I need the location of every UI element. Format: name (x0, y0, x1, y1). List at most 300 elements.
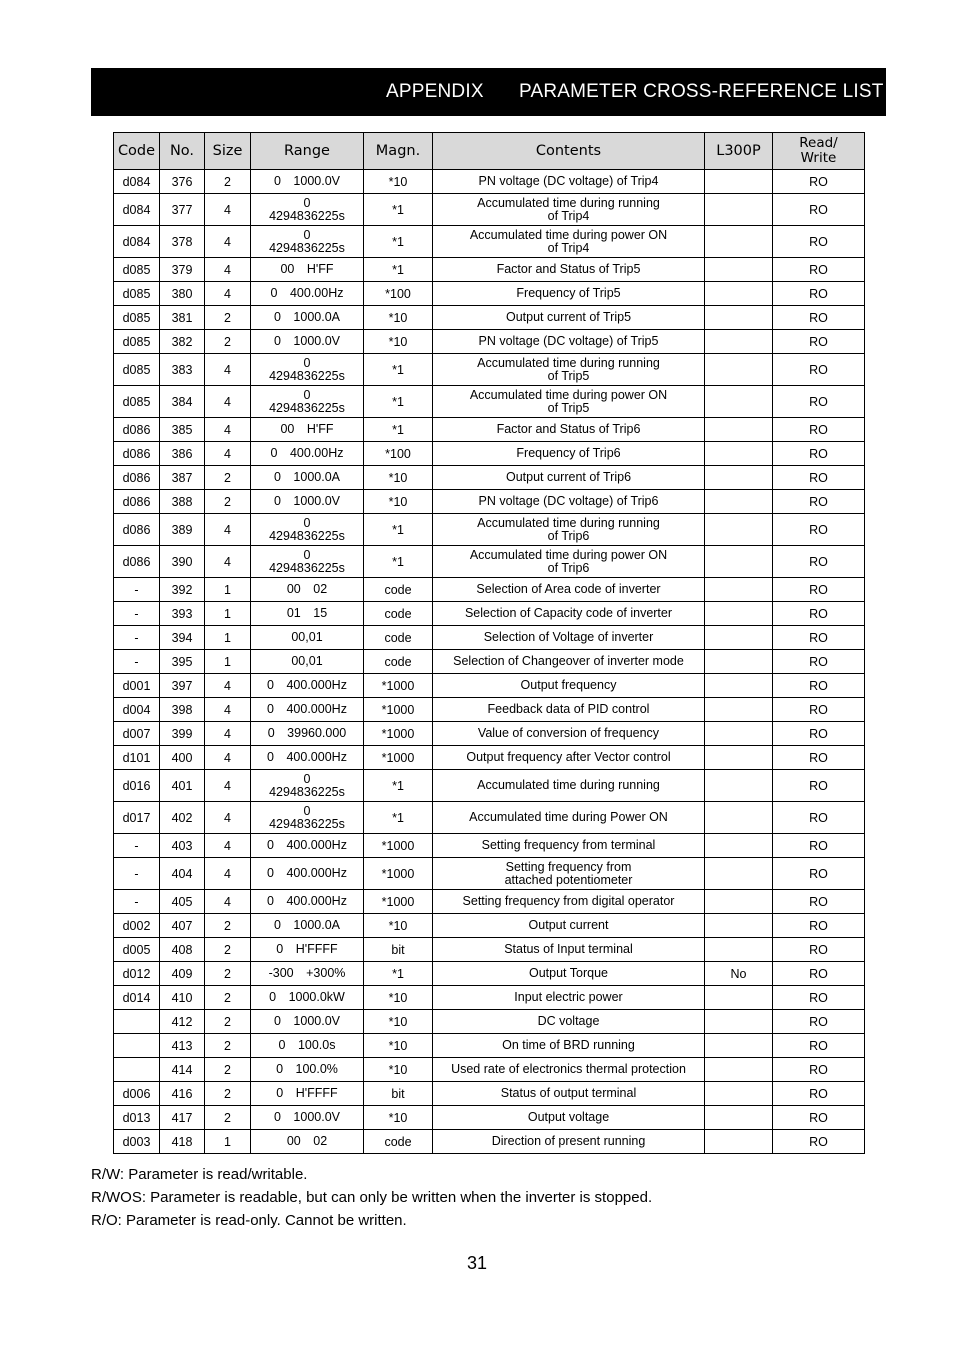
cell-l300p (705, 578, 773, 602)
cell-magn: *10 (364, 330, 433, 354)
cell-contents (433, 650, 705, 674)
table-row (114, 1106, 865, 1130)
cell-size: 2 (205, 986, 251, 1010)
cell-code: d014 (114, 986, 160, 1010)
cell-contents (433, 770, 705, 802)
col-header-code: Code (114, 133, 160, 170)
table-row (114, 442, 865, 466)
cell-range-line: 00,01 (291, 654, 323, 668)
cell-contents-line: PN voltage (DC voltage) of Trip5 (478, 334, 659, 348)
cell-code: d085 (114, 330, 160, 354)
cell-contents (433, 962, 705, 986)
cell-magn: *10 (364, 986, 433, 1010)
page-number: 31 (466, 1253, 488, 1273)
cell-magn: *1 (364, 386, 433, 418)
cell-size: 4 (205, 858, 251, 890)
cell-contents-line: Frequency of Trip6 (516, 446, 621, 460)
cell-size: 4 (205, 746, 251, 770)
cell-size: 4 (205, 514, 251, 546)
cell-range-line: 0 (303, 387, 311, 402)
cell-l300p (705, 986, 773, 1010)
cell-l300p (705, 914, 773, 938)
cell-range (251, 194, 364, 226)
cell-code: d085 (114, 306, 160, 330)
cell-range (251, 962, 364, 986)
cell-range (251, 626, 364, 650)
cell-contents-line: Output frequency after Vector control (466, 750, 671, 764)
cell-no: 386 (160, 442, 205, 466)
cell-contents (433, 858, 705, 890)
cell-read-write: RO (773, 354, 865, 386)
cell-range (251, 514, 364, 546)
page-header (91, 68, 886, 116)
cell-read-write: RO (773, 1130, 865, 1154)
cell-size: 2 (205, 170, 251, 194)
cell-code: d086 (114, 546, 160, 578)
cell-range-line: 0 (303, 515, 311, 530)
header-title: PARAMETER CROSS-REFERENCE LIST (519, 81, 884, 102)
cell-l300p (705, 490, 773, 514)
cell-l300p (705, 674, 773, 698)
table-row (114, 674, 865, 698)
table-row (114, 626, 865, 650)
cell-no: 384 (160, 386, 205, 418)
cell-contents (433, 602, 705, 626)
cell-code: - (114, 834, 160, 858)
cell-code: d085 (114, 354, 160, 386)
cell-range (251, 722, 364, 746)
table-row (114, 914, 865, 938)
cell-magn: *1 (364, 194, 433, 226)
cell-l300p (705, 442, 773, 466)
cell-l300p (705, 466, 773, 490)
cell-range-line: 4294836225s (269, 784, 345, 799)
cell-range-line: 0 1000.0V (273, 174, 341, 188)
cell-read-write: RO (773, 258, 865, 282)
table-row (114, 650, 865, 674)
cell-read-write: RO (773, 802, 865, 834)
cell-contents-line: Factor and Status of Trip5 (496, 262, 641, 276)
cell-range (251, 354, 364, 386)
cell-range (251, 330, 364, 354)
cell-size: 2 (205, 1058, 251, 1082)
cell-code: d005 (114, 938, 160, 962)
cell-range-line: 0 400.000Hz (267, 750, 347, 764)
cell-contents-line: Accumulated time during Power ON (469, 810, 668, 824)
cell-range-line: 0 400.00Hz (270, 446, 344, 460)
parameter-table (113, 132, 865, 1154)
cell-range-line: 0 100.0s (278, 1038, 336, 1052)
cell-read-write: RO (773, 170, 865, 194)
table-row (114, 418, 865, 442)
cell-contents-line: Selection of Voltage of inverter (483, 630, 654, 644)
cell-size: 4 (205, 674, 251, 698)
cell-contents-line: Output frequency (520, 678, 617, 692)
cell-size: 4 (205, 282, 251, 306)
cell-l300p (705, 770, 773, 802)
cell-code: d101 (114, 746, 160, 770)
cell-contents (433, 578, 705, 602)
cell-contents (433, 698, 705, 722)
cell-no: 410 (160, 986, 205, 1010)
cell-l300p (705, 626, 773, 650)
cell-range-line: 4294836225s (269, 560, 345, 575)
table-row (114, 194, 865, 226)
cell-contents (433, 1010, 705, 1034)
cell-range-line: 0 (303, 803, 311, 818)
cell-code: - (114, 602, 160, 626)
cell-size: 4 (205, 770, 251, 802)
cell-contents (433, 258, 705, 282)
cell-magn: *1 (364, 258, 433, 282)
cell-no: 405 (160, 890, 205, 914)
cell-range-line: 00 H'FF (280, 262, 334, 276)
table-row (114, 490, 865, 514)
cell-magn: *1 (364, 354, 433, 386)
cell-code: d085 (114, 282, 160, 306)
table-row (114, 386, 865, 418)
cell-contents-line: Accumulated time during running (477, 515, 660, 530)
cell-range (251, 1130, 364, 1154)
cell-no: 401 (160, 770, 205, 802)
cell-l300p (705, 1106, 773, 1130)
table-row (114, 306, 865, 330)
cell-code: d086 (114, 490, 160, 514)
cell-size: 2 (205, 306, 251, 330)
table-row (114, 1058, 865, 1082)
cell-read-write: RO (773, 466, 865, 490)
cell-l300p (705, 802, 773, 834)
table-row (114, 986, 865, 1010)
cell-range (251, 1058, 364, 1082)
cell-contents-line: of Trip5 (547, 400, 590, 415)
cell-code (114, 1010, 160, 1034)
cell-l300p (705, 226, 773, 258)
cell-no: 379 (160, 258, 205, 282)
cell-contents-line: Status of Input terminal (504, 942, 633, 956)
cell-contents-line: Feedback data of PID control (487, 702, 650, 716)
cell-contents-line: Selection of Changeover of inverter mode (453, 654, 684, 668)
cell-code: d085 (114, 258, 160, 282)
cell-range-line: 00,01 (291, 630, 323, 644)
table-row (114, 1034, 865, 1058)
cell-code: d013 (114, 1106, 160, 1130)
cell-contents (433, 1130, 705, 1154)
cell-no: 413 (160, 1034, 205, 1058)
cell-magn: *1000 (364, 858, 433, 890)
table-row (114, 746, 865, 770)
table-row (114, 770, 865, 802)
cell-range (251, 770, 364, 802)
cell-contents-line: Used rate of electronics thermal protection (451, 1062, 686, 1076)
cell-code: - (114, 650, 160, 674)
cell-range (251, 698, 364, 722)
cell-magn: *10 (364, 1034, 433, 1058)
cell-contents-line: Selection of Capacity code of inverter (464, 606, 673, 620)
table-row (114, 226, 865, 258)
cell-contents (433, 802, 705, 834)
cell-read-write: RO (773, 722, 865, 746)
cell-l300p (705, 170, 773, 194)
cell-magn: *100 (364, 442, 433, 466)
cell-contents (433, 194, 705, 226)
cell-code: - (114, 890, 160, 914)
cell-read-write: RO (773, 746, 865, 770)
cell-contents (433, 986, 705, 1010)
cell-range-line: 0 (303, 547, 311, 562)
cell-read-write: RO (773, 442, 865, 466)
cell-size: 2 (205, 1034, 251, 1058)
cell-contents-line: Accumulated time during power ON (469, 227, 668, 242)
cell-code: d084 (114, 226, 160, 258)
cell-code: d085 (114, 386, 160, 418)
cell-read-write: RO (773, 194, 865, 226)
cell-contents (433, 914, 705, 938)
cell-magn: bit (364, 1082, 433, 1106)
cell-read-write: RO (773, 514, 865, 546)
cell-contents-line: Value of conversion of frequency (477, 726, 660, 740)
cell-contents-line: Output current (528, 918, 609, 932)
cell-range (251, 386, 364, 418)
cell-magn: *1000 (364, 746, 433, 770)
cell-read-write: RO (773, 1010, 865, 1034)
cell-no: 387 (160, 466, 205, 490)
cell-magn: *1 (364, 418, 433, 442)
cell-contents (433, 938, 705, 962)
cell-code: d001 (114, 674, 160, 698)
cell-range (251, 938, 364, 962)
cell-code: d084 (114, 194, 160, 226)
cell-no: 399 (160, 722, 205, 746)
cell-range-line: 0 39960.000 (267, 726, 347, 740)
cell-code: d012 (114, 962, 160, 986)
cell-range (251, 578, 364, 602)
cell-contents-line: Output voltage (527, 1110, 610, 1124)
cell-magn: *10 (364, 1058, 433, 1082)
cell-magn: *1000 (364, 890, 433, 914)
cell-contents (433, 354, 705, 386)
cell-size: 1 (205, 602, 251, 626)
cell-range-line: 0 H'FFFF (276, 1086, 338, 1100)
cell-range-line: 0 1000.0V (273, 334, 341, 348)
cell-contents-line: Setting frequency from terminal (481, 838, 656, 852)
cell-range (251, 226, 364, 258)
cell-contents (433, 306, 705, 330)
cell-no: 383 (160, 354, 205, 386)
cell-size: 4 (205, 226, 251, 258)
cell-magn: *10 (364, 306, 433, 330)
cell-range (251, 546, 364, 578)
cell-range (251, 858, 364, 890)
cell-range (251, 890, 364, 914)
cell-no: 394 (160, 626, 205, 650)
cell-range-line: 4294836225s (269, 400, 345, 415)
cell-range-line: 0 400.00Hz (270, 286, 344, 300)
cell-l300p (705, 418, 773, 442)
cell-no: 388 (160, 490, 205, 514)
cell-contents-line: Output Torque (529, 966, 608, 980)
cell-size: 1 (205, 650, 251, 674)
cell-range-line: 0 1000.0V (273, 1110, 341, 1124)
cell-magn: *1 (364, 962, 433, 986)
cell-contents-line: Direction of present running (491, 1134, 646, 1148)
cell-code: d002 (114, 914, 160, 938)
cell-no: 393 (160, 602, 205, 626)
cell-no: 378 (160, 226, 205, 258)
cell-l300p (705, 858, 773, 890)
col-header-contents: Contents (433, 133, 705, 170)
cell-range-line: 00 H'FF (280, 422, 334, 436)
cell-contents (433, 490, 705, 514)
cell-no: 377 (160, 194, 205, 226)
cell-read-write: RO (773, 1106, 865, 1130)
cell-range (251, 746, 364, 770)
cell-magn: bit (364, 938, 433, 962)
cell-no: 402 (160, 802, 205, 834)
cell-contents (433, 226, 705, 258)
cell-range (251, 490, 364, 514)
cell-read-write: RO (773, 1082, 865, 1106)
header-section: APPENDIX (386, 81, 484, 102)
cell-no: 407 (160, 914, 205, 938)
cell-read-write: RO (773, 418, 865, 442)
cell-magn: *10 (364, 466, 433, 490)
cell-size: 4 (205, 802, 251, 834)
table-row (114, 602, 865, 626)
cell-range-line: 0 1000.0A (273, 918, 341, 932)
cell-contents-line: of Trip4 (547, 208, 590, 223)
cell-magn: *1 (364, 546, 433, 578)
cell-range (251, 650, 364, 674)
cell-contents-line: Accumulated time during running (477, 355, 660, 370)
cell-contents-line: PN voltage (DC voltage) of Trip6 (478, 494, 659, 508)
cell-magn: *1 (364, 770, 433, 802)
cell-read-write: RO (773, 626, 865, 650)
cell-code (114, 1058, 160, 1082)
cell-size: 4 (205, 546, 251, 578)
cell-contents-line: Status of output terminal (500, 1086, 637, 1100)
cell-range (251, 986, 364, 1010)
cell-magn: *10 (364, 490, 433, 514)
cell-size: 2 (205, 466, 251, 490)
cell-magn: *1000 (364, 698, 433, 722)
cell-l300p (705, 1034, 773, 1058)
cell-l300p (705, 194, 773, 226)
cell-contents-line: of Trip5 (547, 368, 590, 383)
col-header-l300p: L300P (705, 133, 773, 170)
note-rw: R/W: Parameter is read/writable. (91, 1166, 308, 1183)
col-header-read-write (773, 133, 865, 170)
cell-magn: *10 (364, 914, 433, 938)
cell-contents-line: Accumulated time during running (477, 778, 660, 792)
cell-read-write: RO (773, 674, 865, 698)
cell-read-write: RO (773, 858, 865, 890)
cell-contents (433, 442, 705, 466)
cell-size: 2 (205, 330, 251, 354)
table-row (114, 858, 865, 890)
table-row (114, 282, 865, 306)
cell-no: 380 (160, 282, 205, 306)
cell-contents (433, 674, 705, 698)
table-row (114, 258, 865, 282)
cell-read-write: RO (773, 938, 865, 962)
cell-contents (433, 386, 705, 418)
cell-read-write: RO (773, 330, 865, 354)
cell-range-line: 0 400.000Hz (267, 838, 347, 852)
cell-range (251, 306, 364, 330)
cell-range-line: 4294836225s (269, 368, 345, 383)
cell-contents (433, 1082, 705, 1106)
cell-range-line: 0 400.000Hz (267, 678, 347, 692)
table-row (114, 578, 865, 602)
cell-contents-line: Input electric power (514, 990, 623, 1004)
cell-l300p (705, 386, 773, 418)
cell-contents-line: Setting frequency from (505, 859, 632, 874)
cell-l300p (705, 602, 773, 626)
col-header-range: Range (251, 133, 364, 170)
cell-no: 382 (160, 330, 205, 354)
cell-range-line: 0 400.000Hz (267, 894, 347, 908)
cell-read-write: RO (773, 834, 865, 858)
cell-no: 408 (160, 938, 205, 962)
cell-code: d007 (114, 722, 160, 746)
cell-l300p (705, 722, 773, 746)
cell-code: d086 (114, 514, 160, 546)
cell-read-write: RO (773, 282, 865, 306)
cell-code: d017 (114, 802, 160, 834)
cell-range-line: 00 02 (286, 1134, 328, 1148)
cell-contents (433, 626, 705, 650)
cell-l300p (705, 834, 773, 858)
cell-range-line: 0 1000.0V (273, 494, 341, 508)
cell-read-write: RO (773, 602, 865, 626)
cell-contents-line: Output current of Trip5 (505, 310, 632, 324)
cell-no: 389 (160, 514, 205, 546)
cell-l300p (705, 306, 773, 330)
cell-read-write: RO (773, 490, 865, 514)
cell-range-line: 0 1000.0A (273, 310, 341, 324)
cell-code: d006 (114, 1082, 160, 1106)
cell-size: 1 (205, 626, 251, 650)
cell-read-write: RO (773, 1058, 865, 1082)
cell-contents-line: Accumulated time during power ON (469, 547, 668, 562)
table-row (114, 890, 865, 914)
cell-l300p (705, 282, 773, 306)
cell-magn: code (364, 602, 433, 626)
cell-size: 4 (205, 258, 251, 282)
cell-read-write: RO (773, 914, 865, 938)
cell-no: 417 (160, 1106, 205, 1130)
cell-magn: *1 (364, 226, 433, 258)
cell-range-line: 4294836225s (269, 240, 345, 255)
col-header-write: Write (800, 150, 837, 166)
cell-range-line: 4294836225s (269, 816, 345, 831)
cell-size: 2 (205, 938, 251, 962)
cell-range-line: 0 (303, 355, 311, 370)
cell-range-line: 4294836225s (269, 208, 345, 223)
cell-l300p (705, 890, 773, 914)
cell-contents-line: attached potentiometer (504, 872, 633, 887)
cell-magn: *10 (364, 1106, 433, 1130)
cell-range (251, 418, 364, 442)
cell-no: 381 (160, 306, 205, 330)
cell-contents-line: Selection of Area code of inverter (476, 582, 661, 596)
cell-range (251, 1082, 364, 1106)
cell-magn: *1000 (364, 722, 433, 746)
cell-no: 418 (160, 1130, 205, 1154)
cell-code: d086 (114, 466, 160, 490)
cell-range-line: 0 400.000Hz (267, 702, 347, 716)
